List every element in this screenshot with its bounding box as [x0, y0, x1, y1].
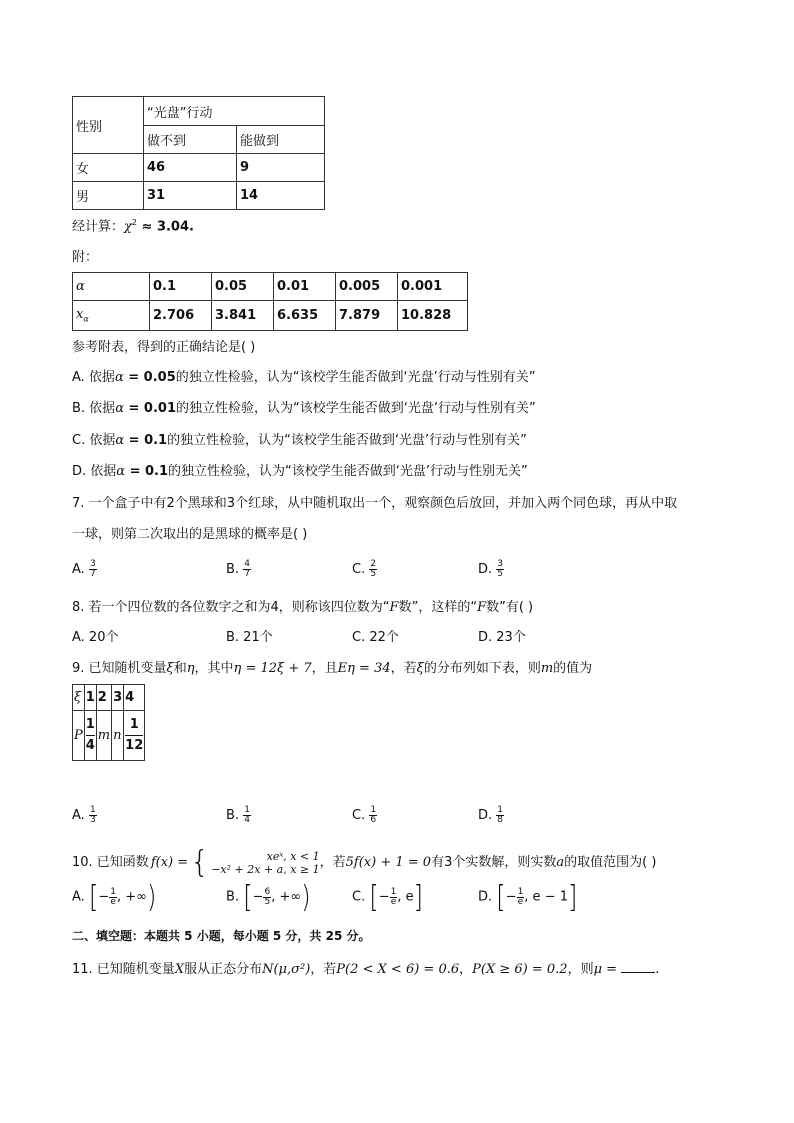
q8-option-d[interactable]: D. 23个	[478, 630, 526, 645]
q11-stem: 11. 已知随机变量X服从正态分布N(μ,σ²)，若P(2 < X < 6) = 0.6，P(X ≥ 6) = 0.2，则μ = .	[72, 962, 660, 977]
col-can: 能做到	[237, 126, 325, 154]
table-row	[73, 301, 468, 331]
q7-option-c[interactable]: C. $\frac{2}{5}$	[352, 559, 377, 579]
table-cell: 3	[112, 685, 124, 711]
fraction: $\frac{1}{e}$	[110, 886, 116, 907]
q7-line2: 一球，则第二次取出的是黑球的概率是( )	[72, 527, 308, 542]
q6-option-d[interactable]: D. 依据α = 0.1的独立性检验，认为“该校学生能否做到‘光盘’行动与性别无关”	[72, 464, 528, 479]
answer-blank[interactable]	[621, 960, 655, 973]
q10-option-b[interactable]: B. [− $\frac{6}{5}$ , +∞)	[226, 879, 311, 915]
gender-cell: 女	[73, 154, 144, 182]
calc-line: 经计算：$\chi^2 \approx 3.04$.	[72, 218, 194, 235]
table-cell: P	[73, 711, 85, 761]
gender-header: 性别	[73, 97, 144, 154]
q7-option-a[interactable]: A. $\frac{3}{7}$	[72, 559, 96, 579]
q9-stem: 9. 已知随机变量ξ和η，其中η = 12ξ + 7，且Eη = 34，若ξ的分布列如下表，则m的值为	[72, 661, 593, 676]
gender-cell: 男	[73, 182, 144, 210]
survey-table	[72, 96, 325, 210]
table-cell: 7.879	[336, 301, 398, 331]
q10-stem: 10. 已知函数 f(x) = { xeˣ, x < 1 −x² + 2x + a, x ≥ 1 ，若 5f(x) + 1 = 0 有3个实数解，则实数 a 的取值范围为( )	[72, 845, 657, 880]
piecewise-cases: xeˣ, x < 1 −x² + 2x + a, x ≥ 1	[211, 850, 320, 876]
table-row	[73, 182, 325, 210]
table-cell: 6.635	[274, 301, 336, 331]
fraction: $\frac{2}{5}$	[370, 559, 377, 579]
can-cell: 9	[237, 154, 325, 182]
q9-option-a[interactable]: A. $\frac{1}{3}$	[72, 805, 96, 825]
table-row	[73, 711, 145, 761]
q9-option-d[interactable]: D. $\frac{1}{8}$	[478, 805, 504, 825]
table-row	[73, 273, 468, 301]
table-row	[73, 154, 325, 182]
fraction: $\frac{1}{e}$	[517, 886, 524, 907]
table-cell: m	[96, 711, 111, 761]
table-cell: n	[112, 711, 124, 761]
table-cell: 10.828	[398, 301, 468, 331]
table-cell: 0.1	[150, 273, 212, 301]
fraction: $\frac{1}{e}$	[390, 886, 397, 907]
fraction: $\frac{1}{6}$	[370, 805, 377, 825]
q8-stem: 8. 若一个四位数的各位数字之和为4，则称该四位数为“F数”，这样的“F数”有( )	[72, 600, 534, 615]
q8-option-b[interactable]: B. 21个	[226, 630, 273, 645]
fraction: $\frac{3}{7}$	[89, 559, 96, 579]
q8-option-c[interactable]: C. 22个	[352, 630, 399, 645]
q6-option-a[interactable]: A. 依据α = 0.05的独立性检验，认为“该校学生能否做到‘光盘’行动与性别有关”	[72, 370, 536, 385]
cannot-cell: 46	[144, 154, 237, 182]
table-cell: 1	[84, 685, 96, 711]
fraction: $\frac{1}{8}$	[497, 805, 504, 825]
table-cell: 1 12	[124, 711, 145, 761]
fraction: $\frac{1}{3}$	[89, 805, 96, 825]
q9-option-c[interactable]: C. $\frac{1}{6}$	[352, 805, 377, 825]
distribution-table	[72, 684, 145, 761]
appendix-label: 附：	[72, 250, 99, 265]
fraction: $\frac{1}{4}$	[244, 805, 250, 825]
alpha-label: α	[73, 273, 150, 301]
fraction: $\frac{6}{5}$	[264, 886, 271, 907]
fraction: $\frac{4}{7}$	[244, 559, 250, 579]
table-cell: 0.05	[212, 273, 274, 301]
q6-option-b[interactable]: B. 依据α = 0.01的独立性检验，认为“该校学生能否做到‘光盘’行动与性别有关”	[72, 401, 536, 416]
table-cell: 0.01	[274, 273, 336, 301]
table-cell: 2.706	[150, 301, 212, 331]
action-header: “光盘”行动	[144, 97, 325, 126]
q6-option-c[interactable]: C. 依据α = 0.1的独立性检验，认为“该校学生能否做到‘光盘’行动与性别有关”	[72, 433, 527, 448]
table-cell: 4	[124, 685, 145, 711]
table-cell: 0.005	[336, 273, 398, 301]
cannot-cell: 31	[144, 182, 237, 210]
table-cell: 2	[96, 685, 111, 711]
critical-value-table	[72, 272, 468, 331]
q10-option-c[interactable]: C. [− $\frac{1}{e}$ , e]	[352, 879, 423, 915]
table-cell: 1 4	[84, 711, 96, 761]
table-cell: 0.001	[398, 273, 468, 301]
q10-option-d[interactable]: D. [− $\frac{1}{e}$ , e − 1]	[478, 879, 578, 915]
q9-option-b[interactable]: B. $\frac{1}{4}$	[226, 805, 250, 825]
q7-line1: 7. 一个盒子中有2个黑球和3个红球，从中随机取出一个，观察颜色后放回，并加入两个同色球，再从中取	[72, 496, 678, 511]
fraction: $\frac{3}{5}$	[497, 559, 504, 579]
x-alpha-label: $x_\alpha$	[73, 301, 150, 331]
q7-option-d[interactable]: D. $\frac{3}{5}$	[478, 559, 504, 579]
col-cannot: 做不到	[144, 126, 237, 154]
q10-option-a[interactable]: A. [− $\frac{1}{e}$ , +∞)	[72, 879, 157, 915]
q8-option-a[interactable]: A. 20个	[72, 630, 119, 645]
table-cell: ξ	[73, 685, 85, 711]
q6-stem: 参考附表，得到的正确结论是( )	[72, 340, 256, 355]
q7-option-b[interactable]: B. $\frac{4}{7}$	[226, 559, 250, 579]
table-row	[73, 685, 145, 711]
brace: {	[190, 845, 210, 880]
table-cell: 3.841	[212, 301, 274, 331]
can-cell: 14	[237, 182, 325, 210]
section-heading: 二、填空题：本题共 5 小题，每小题 5 分，共 25 分。	[72, 929, 371, 943]
